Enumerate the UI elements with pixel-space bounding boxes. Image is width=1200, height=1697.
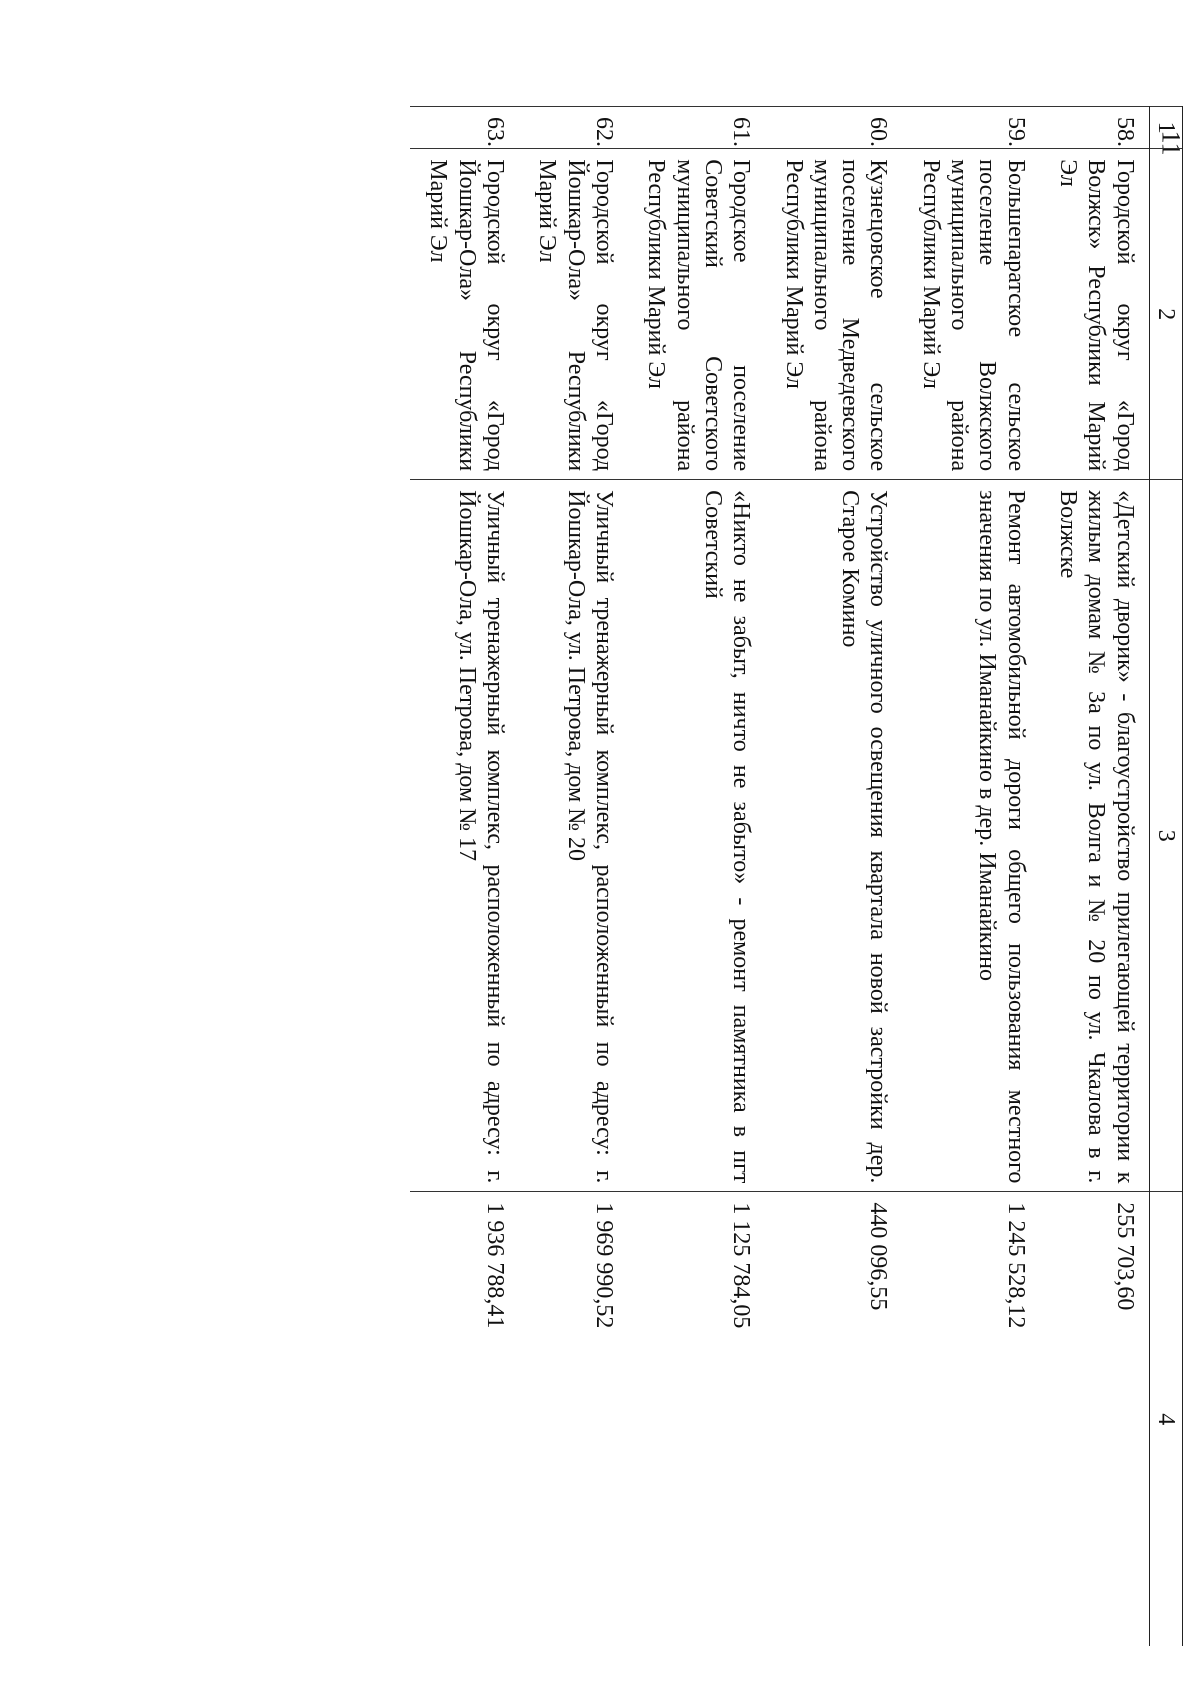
municipality-cell: Городское поселение Советский Советского муниципального района Республики Марий Эл	[628, 149, 765, 480]
header-col-1: 1	[1149, 107, 1182, 149]
municipality-cell: Городской округ «Город Волжск» Республики Марий Эл	[1040, 149, 1149, 480]
rotated-table-container	[213, 106, 1183, 1646]
project-cell: «Детский дворик» - благоустройство прилегающей территории к жилым домам № 3а по ул. Волга и № 20 по ул. Чкалова в г. Волжске	[1040, 480, 1149, 1192]
amount-cell: 1 969 990,52	[519, 1192, 628, 1646]
header-col-2: 2	[1149, 149, 1182, 480]
table-header-row	[1149, 107, 1182, 1647]
row-number: 63.	[410, 107, 519, 149]
row-number: 58.	[1040, 107, 1149, 149]
table-row	[628, 107, 765, 1647]
amount-cell: 440 096,55	[765, 1192, 902, 1646]
header-col-4: 4	[1149, 1192, 1182, 1646]
municipality-cell: Кузнецовское сельское поселение Медведевского муниципального района Республики Марий Эл	[765, 149, 902, 480]
amount-cell: 255 703,60	[1040, 1192, 1149, 1646]
municipality-cell: Городской округ «Город Йошкар-Ола» Республики Марий Эл	[519, 149, 628, 480]
grants-table	[410, 106, 1183, 1646]
row-number: 62.	[519, 107, 628, 149]
municipality-cell: Городской округ «Город Йошкар-Ола» Республики Марий Эл	[410, 149, 519, 480]
amount-cell: 1 245 528,12	[903, 1192, 1040, 1646]
project-cell: «Никто не забыт, ничто не забыто» - ремонт памятника в пгт Советский	[628, 480, 765, 1192]
table-row	[410, 107, 519, 1647]
page-number: 11	[1156, 130, 1186, 156]
project-cell: Ремонт автомобильной дороги общего пользования местного значения по ул. Иманайкино в дер. Иманайкино	[903, 480, 1040, 1192]
table-row	[765, 107, 902, 1647]
project-cell: Уличный тренажерный комплекс, расположенный по адресу: г. Йошкар-Ола, ул. Петрова, дом № 17	[410, 480, 519, 1192]
row-number: 61.	[628, 107, 765, 149]
amount-cell: 1 125 784,05	[628, 1192, 765, 1646]
amount-cell: 1 936 788,41	[410, 1192, 519, 1646]
row-number: 60.	[765, 107, 902, 149]
table-row	[519, 107, 628, 1647]
project-cell: Уличный тренажерный комплекс, расположенный по адресу: г. Йошкар-Ола, ул. Петрова, дом № 20	[519, 480, 628, 1192]
municipality-cell: Большепаратское сельское поселение Волжского муниципального района Республики Марий Эл	[903, 149, 1040, 480]
project-cell: Устройство уличного освещения квартала новой застройки дер. Старое Комино	[765, 480, 902, 1192]
table-row	[1040, 107, 1149, 1647]
row-number: 59.	[903, 107, 1040, 149]
header-col-3: 3	[1149, 480, 1182, 1192]
table-row	[903, 107, 1040, 1647]
